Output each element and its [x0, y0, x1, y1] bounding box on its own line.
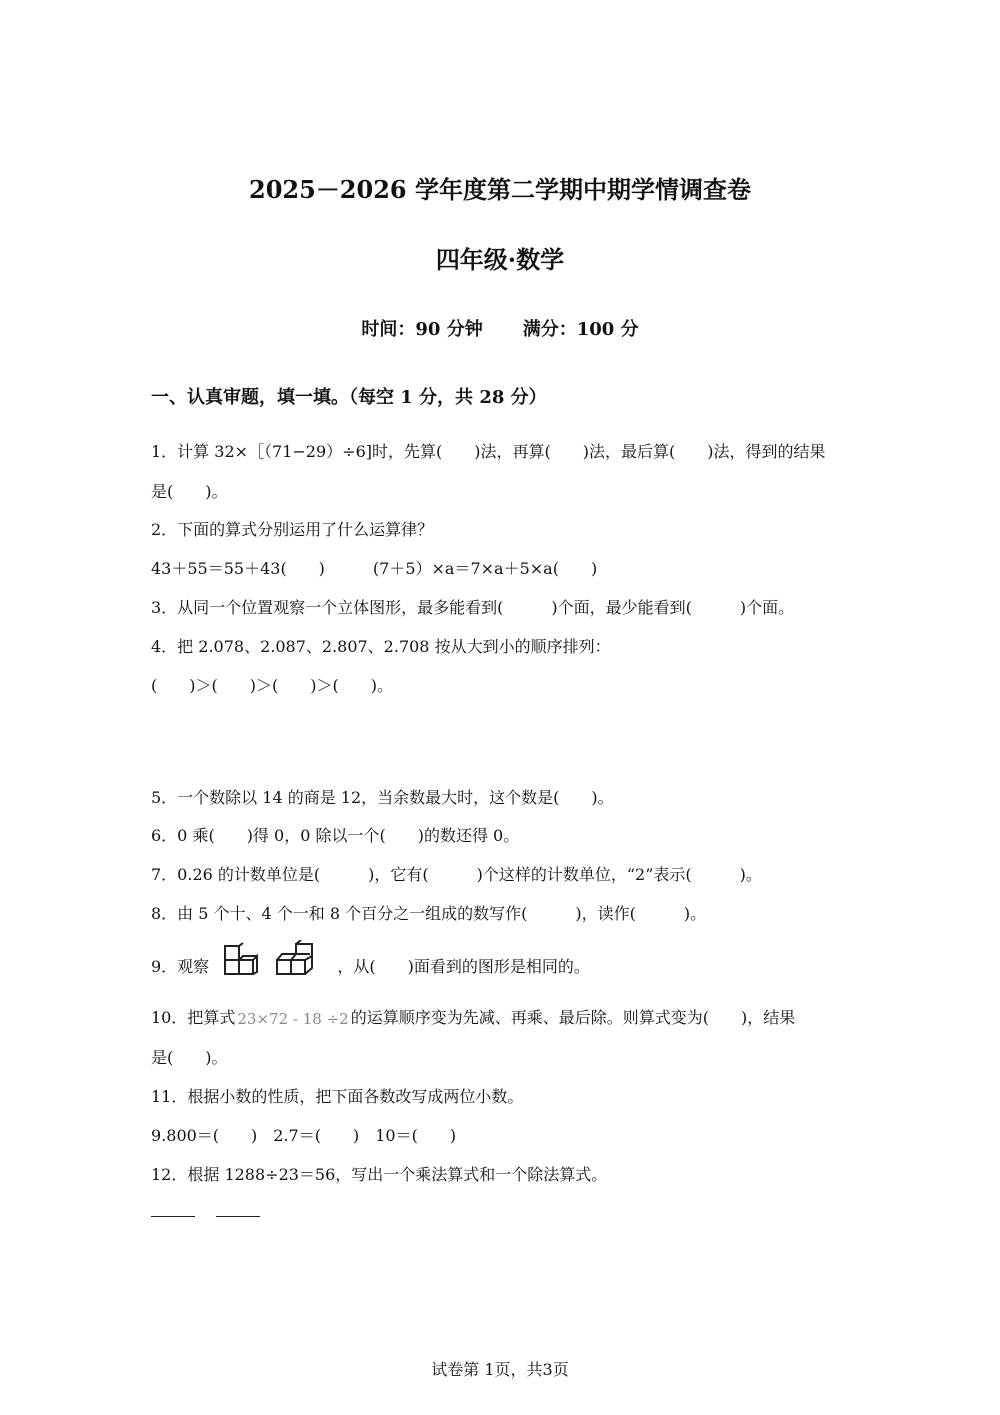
score-info: 满分：100 分	[522, 319, 639, 340]
question-11-items: 9.800＝( ) 2.7＝( ) 10＝( )	[151, 1126, 457, 1145]
exam-info	[0, 315, 1000, 341]
question-11: 11．根据小数的性质，把下面各数改写成两位小数。	[151, 1087, 524, 1106]
exam-subject: 四年级·数学	[435, 245, 565, 274]
question-4: 4．把 2.078、2.087、2.807、2.708 按从大到小的顺序排列：	[151, 637, 611, 656]
question-10-prefix: 10．把算式	[151, 1008, 236, 1027]
question-3: 3．从同一个位置观察一个立体图形，最多能看到( )个面，最少能看到( )个面。	[151, 598, 795, 617]
question-9-suffix: ，从( )面看到的图形是相同的。	[337, 957, 590, 976]
question-2: 2．下面的算式分别运用了什么运算律？	[151, 520, 434, 539]
expression-image: 23×72 - 18 ÷2	[237, 1009, 349, 1028]
question-10	[151, 1005, 795, 1028]
question-4-blanks: ( )＞( )＞( )＞( )。	[151, 676, 393, 695]
cube-figures	[222, 940, 322, 995]
question-1-cont: 是( )。	[151, 482, 228, 501]
question-9-prefix: 9．观察	[151, 957, 210, 976]
question-6: 6．0 乘( )得 0，0 除以一个( )的数还得 0。	[151, 826, 520, 845]
page-footer: 试卷第 1页，共3页	[431, 1360, 569, 1379]
question-2-items: 43＋55＝55＋43( ) (7＋5）×a＝7×a＋5×a( )	[151, 559, 598, 578]
question-10-cont: 是( )。	[151, 1048, 228, 1067]
exam-title: 2025－2026 学年度第二学期中期学情调查卷	[249, 175, 751, 204]
question-9	[151, 940, 590, 980]
question-7: 7．0.26 的计数单位是( )，它有( )个这样的计数单位，“2”表示( )。	[151, 865, 762, 884]
answer-line-1	[151, 1216, 195, 1217]
section-heading: 一、认真审题，填一填。（每空 1 分，共 28 分）	[151, 387, 547, 408]
time-info: 时间：90 分钟	[361, 319, 483, 340]
cube-stack-icon	[222, 940, 322, 980]
question-5: 5．一个数除以 14 的商是 12，当余数最大时，这个数是( )。	[151, 788, 614, 807]
answer-line-2	[216, 1216, 260, 1217]
question-10-suffix: 的运算顺序变为先减、再乘、最后除。则算式变为( )，结果	[350, 1008, 796, 1027]
question-1: 1．计算 32×［（71−29）÷6]时，先算( )法，再算( )法，最后算( )法，得到的结果	[151, 442, 826, 461]
question-8: 8．由 5 个十、4 个一和 8 个百分之一组成的数写作( )，读作( )。	[151, 904, 707, 923]
question-12: 12．根据 1288÷23＝56，写出一个乘法算式和一个除法算式。	[151, 1165, 608, 1184]
